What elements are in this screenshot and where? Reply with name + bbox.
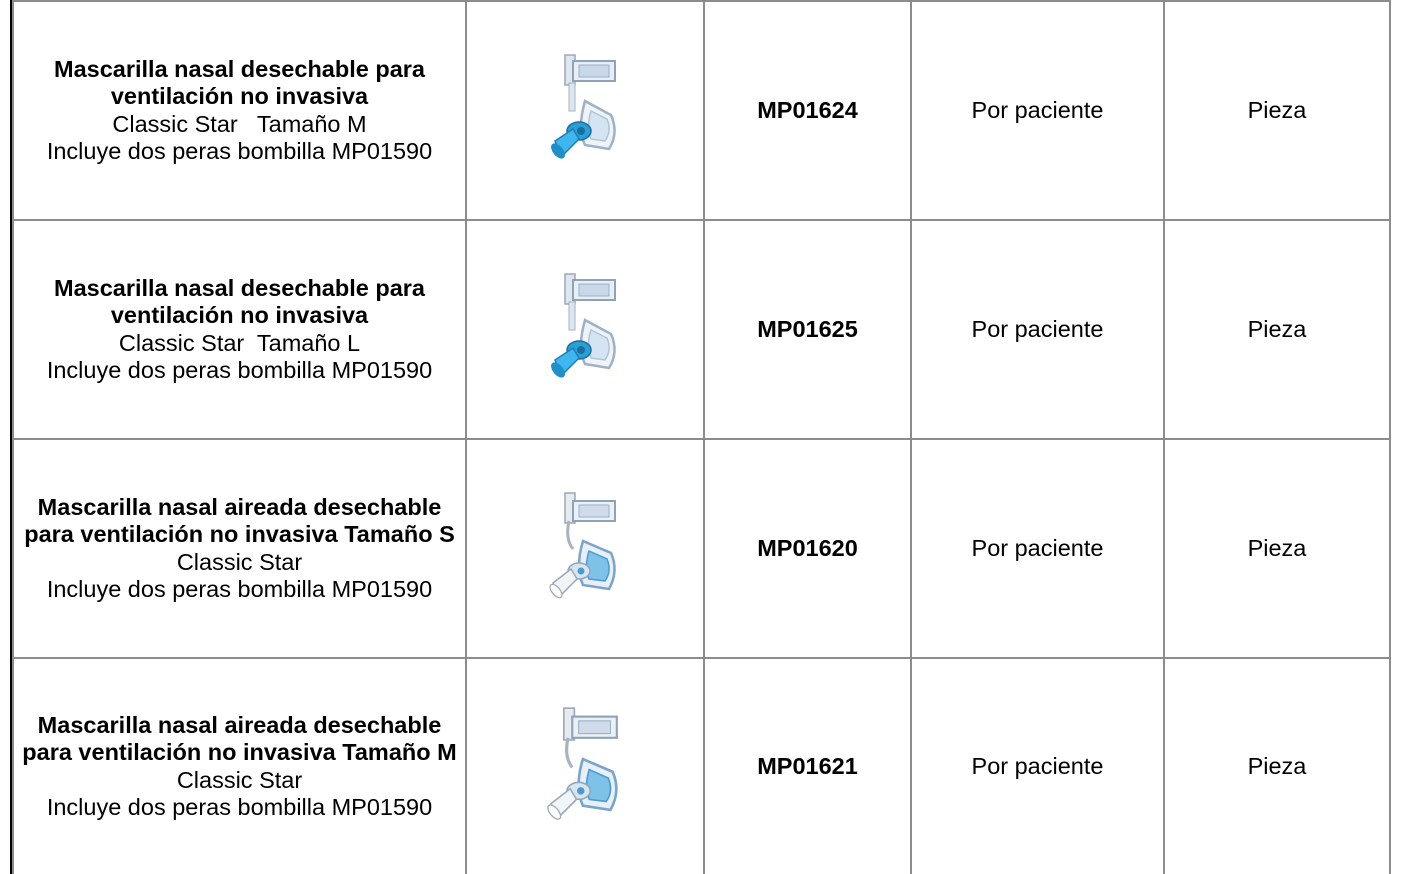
usage-text: Por paciente xyxy=(971,315,1104,342)
product-line: Classic Star Tamaño L xyxy=(118,329,361,356)
usage-text: Por paciente xyxy=(971,752,1104,779)
image-cell xyxy=(466,220,704,439)
description-cell xyxy=(13,220,466,439)
usage-cell xyxy=(911,658,1164,874)
product-title: Mascarilla nasal aireada desechable para ventilación no invasiva Tamaño M xyxy=(22,711,457,765)
product-code: MP01624 xyxy=(757,96,858,123)
usage-cell xyxy=(911,439,1164,658)
product-title: Mascarilla nasal aireada desechable para ventilación no invasiva Tamaño S xyxy=(24,493,455,547)
table-row xyxy=(13,1,1390,220)
table-row xyxy=(13,658,1390,874)
unit-text: Pieza xyxy=(1247,315,1307,342)
product-line: Classic Star xyxy=(176,766,303,793)
product-line: Classic Star xyxy=(176,548,303,575)
code-cell xyxy=(704,220,911,439)
description-cell xyxy=(13,439,466,658)
usage-text: Por paciente xyxy=(971,96,1104,123)
product-title: Mascarilla nasal desechable para ventilación no invasiva xyxy=(54,274,425,328)
unit-text: Pieza xyxy=(1247,534,1307,561)
description-cell xyxy=(13,658,466,874)
usage-text: Por paciente xyxy=(971,534,1104,561)
unit-text: Pieza xyxy=(1247,96,1307,123)
image-cell xyxy=(466,439,704,658)
usage-cell xyxy=(911,1,1164,220)
product-table xyxy=(12,0,1391,874)
image-cell xyxy=(466,658,704,874)
nasal-mask-blue-image xyxy=(545,53,625,168)
code-cell xyxy=(704,439,911,658)
product-includes: Incluye dos peras bombilla MP01590 xyxy=(46,794,433,820)
image-cell xyxy=(466,1,704,220)
product-code: MP01621 xyxy=(757,752,858,779)
product-title: Mascarilla nasal desechable para ventilación no invasiva xyxy=(54,55,425,109)
unit-cell xyxy=(1164,439,1390,658)
code-cell xyxy=(704,1,911,220)
nasal-mask-blue-image xyxy=(545,272,625,387)
product-includes: Incluye dos peras bombilla MP01590 xyxy=(46,576,433,602)
product-includes: Incluye dos peras bombilla MP01590 xyxy=(46,357,433,383)
product-includes: Incluye dos peras bombilla MP01590 xyxy=(46,138,433,164)
unit-cell xyxy=(1164,220,1390,439)
nasal-mask-clear-image xyxy=(545,491,625,606)
description-cell xyxy=(13,1,466,220)
usage-cell xyxy=(911,220,1164,439)
table-row xyxy=(13,439,1390,658)
product-code: MP01625 xyxy=(757,315,858,342)
nasal-mask-clear-image xyxy=(542,706,628,828)
product-code: MP01620 xyxy=(757,534,858,561)
table-row xyxy=(13,220,1390,439)
unit-cell xyxy=(1164,658,1390,874)
unit-cell xyxy=(1164,1,1390,220)
unit-text: Pieza xyxy=(1247,752,1307,779)
code-cell xyxy=(704,658,911,874)
product-line: Classic Star Tamaño M xyxy=(112,110,367,137)
